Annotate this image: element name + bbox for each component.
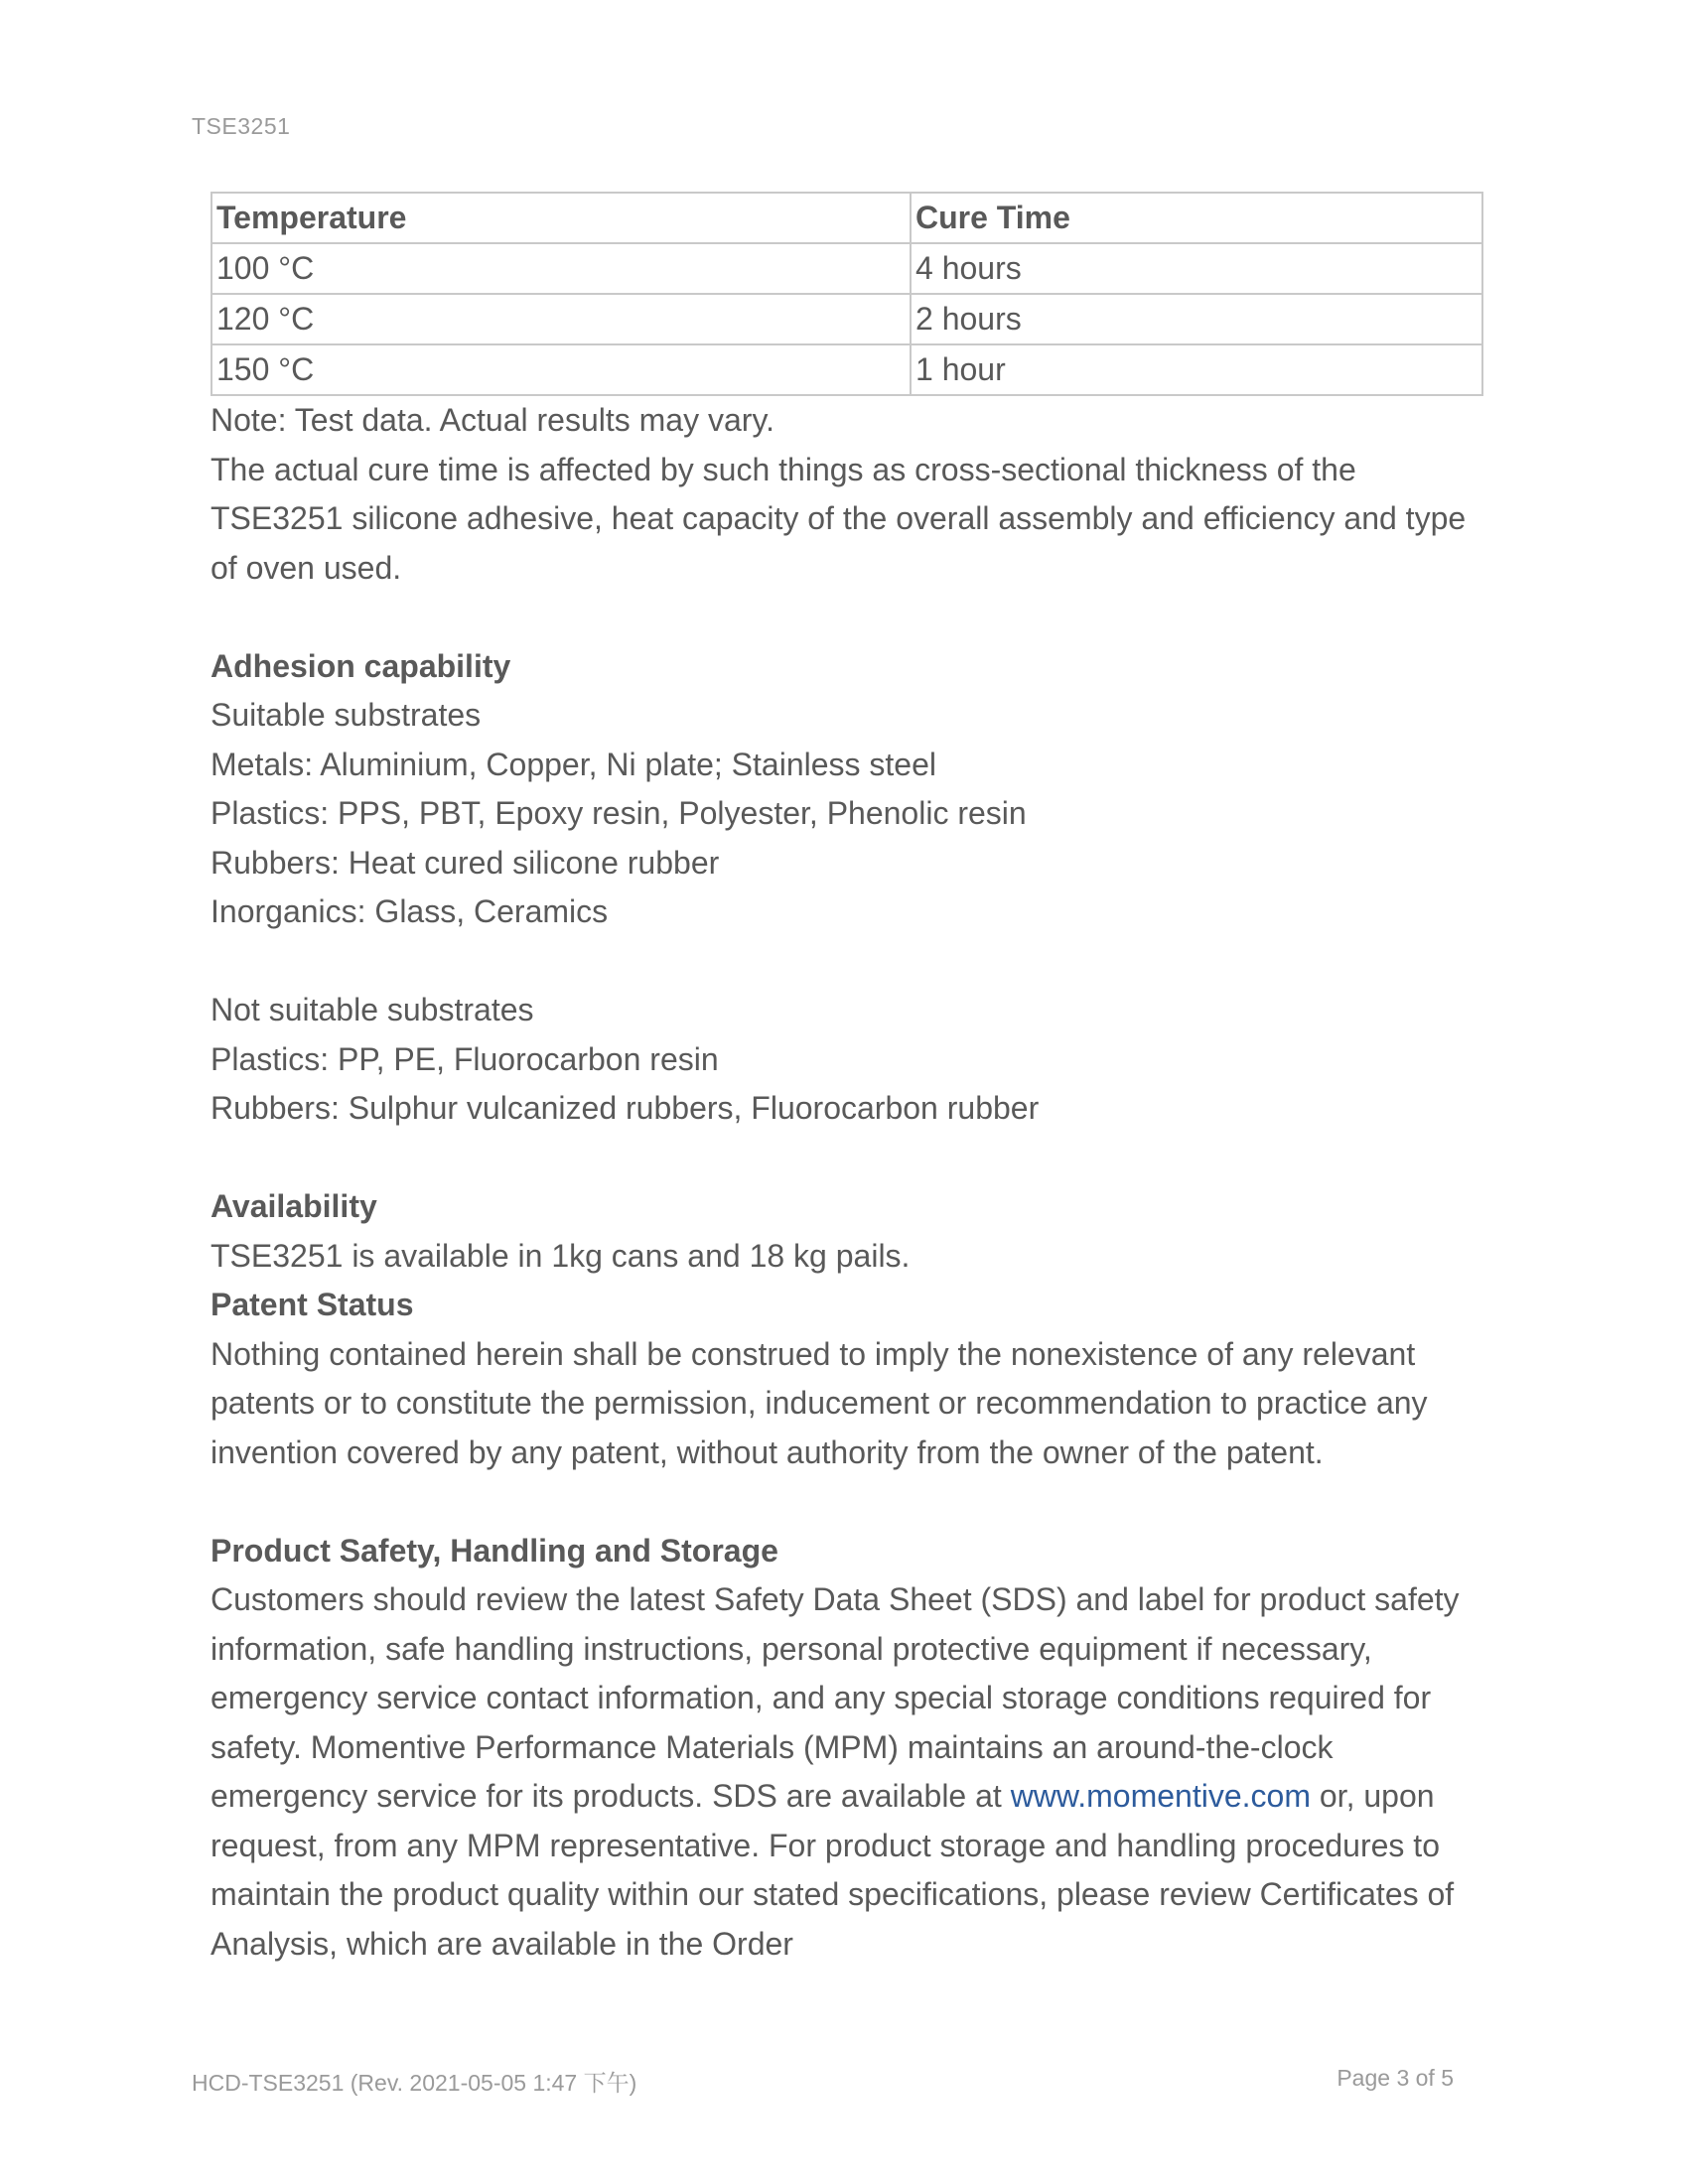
list-item: Metals: Aluminium, Copper, Ni plate; Stainless steel — [211, 746, 936, 782]
table-cell-temperature: 150 °C — [211, 344, 911, 395]
list-item: Inorganics: Glass, Ceramics — [211, 893, 609, 929]
table-header-cure-time: Cure Time — [911, 193, 1482, 243]
patent-status-text: Nothing contained herein shall be construed to imply the nonexistence of any relevant patents or to constitute the permission, inducement or recommendation to practice any invention covered by any patent, without authority from the owner of the patent. — [211, 1335, 1428, 1470]
safety-heading: Product Safety, Handling and Storage — [211, 1532, 778, 1569]
list-item: Rubbers: Sulphur vulcanized rubbers, Fluorocarbon rubber — [211, 1090, 1040, 1126]
adhesion-heading: Adhesion capability — [211, 647, 511, 684]
table-cell-temperature: 120 °C — [211, 294, 911, 344]
list-item: Rubbers: Heat cured silicone rubber — [211, 844, 720, 881]
availability-text: TSE3251 is available in 1kg cans and 18 kg pails. — [211, 1237, 911, 1274]
momentive-website-link[interactable]: www.momentive.com — [1010, 1778, 1311, 1814]
spacer — [211, 937, 1481, 987]
list-item: Plastics: PP, PE, Fluorocarbon resin — [211, 1040, 719, 1077]
availability-heading: Availability — [211, 1188, 377, 1224]
cure-time-table — [211, 192, 1483, 396]
safety-text-after-link: or, upon request, from any MPM representative. For product storage and handling procedures to maintain the product quality within our stated specifications, please review Certificates of Analysis, which are available in the Order — [211, 1778, 1455, 1962]
table-row — [211, 243, 1482, 294]
table-header-temperature: Temperature — [211, 193, 911, 243]
cure-time-paragraph: The actual cure time is affected by such things as cross-sectional thickness of the TSE3251 silicone adhesive, heat capacity of the overall assembly and efficiency and type of oven used. — [211, 451, 1467, 586]
safety-paragraph — [211, 1575, 1481, 1969]
document-body — [211, 192, 1481, 1969]
table-cell-temperature: 100 °C — [211, 243, 911, 294]
spacer — [211, 1134, 1481, 1183]
patent-status-heading: Patent Status — [211, 1287, 414, 1322]
table-header-row — [211, 193, 1482, 243]
table-row — [211, 344, 1482, 395]
safety-text-before-link: Customers should review the latest Safety Data Sheet (SDS) and label for product safety information, safe handling instructions, personal protective equipment if necessary, emergency service contact information, and any special storage conditions required for safety. Momentive Performance Materials (MPM) maintains an around-the-clock emergency service for its products. SDS are available at — [211, 1581, 1460, 1814]
list-item: Plastics: PPS, PBT, Epoxy resin, Polyester, Phenolic resin — [211, 795, 1027, 831]
table-cell-cure-time: 1 hour — [911, 344, 1482, 395]
document-header-code: TSE3251 — [192, 113, 291, 139]
footer-page-number: Page 3 of 5 — [1336, 2065, 1454, 2091]
table-cell-cure-time: 2 hours — [911, 294, 1482, 344]
suitable-substrates-title: Suitable substrates — [211, 697, 482, 733]
table-cell-cure-time: 4 hours — [911, 243, 1482, 294]
spacer — [211, 593, 1481, 642]
not-suitable-substrates-title: Not suitable substrates — [211, 992, 534, 1027]
footer-revision: HCD-TSE3251 (Rev. 2021-05-05 1:47 下午) — [192, 2070, 637, 2096]
test-data-note: Note: Test data. Actual results may vary. — [211, 402, 774, 438]
spacer — [211, 1477, 1481, 1527]
table-row — [211, 294, 1482, 344]
